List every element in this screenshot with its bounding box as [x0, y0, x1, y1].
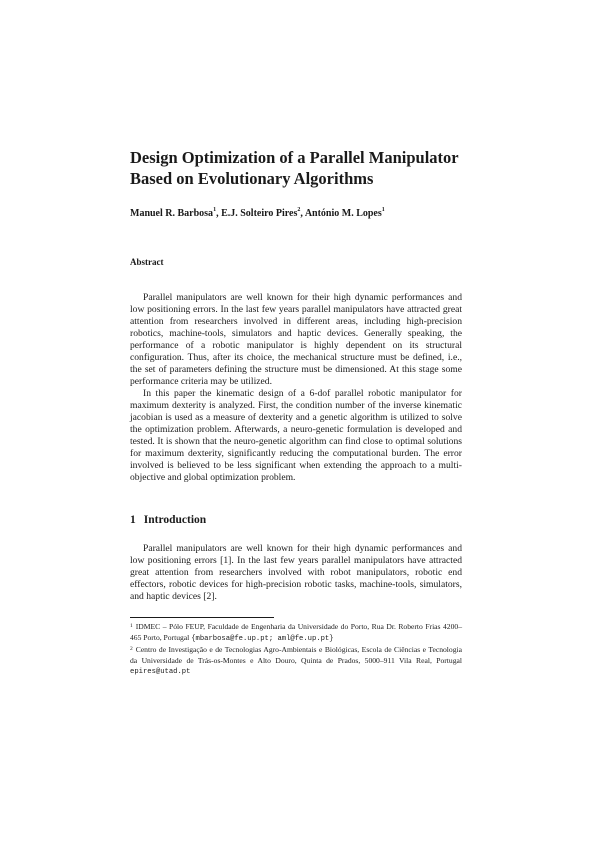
- footnote-text: IDMEC – Pólo FEUP, Faculdade de Engenharia da Universidade do Porto, Rua Dr. Roberto Frias 4200–465 Porto, Portugal: [130, 622, 462, 642]
- footnote-email: {mbarbosa@fe.up.pt; aml@fe.up.pt}: [191, 634, 334, 643]
- footnote-1: [130, 622, 462, 644]
- section-heading-introduction: [130, 514, 206, 526]
- abstract-paragraph-1: Parallel manipulators are well known for their high dynamic performances and low positioning errors. In the last few years parallel manipulators have attracted great attention from researchers involved in different areas, including high-precision robotics, machine-tools, simulators and haptic devices. Generally speaking, the performance of a robotic manipulator is highly dependent on its structural configuration. Thus, after its choice, the mechanical structure must be defined, i.e., the set of parameters defining the structure must be dimensioned. At this stage some performance criteria may be utilized.: [130, 292, 462, 387]
- paper-title: [130, 147, 470, 189]
- footnote-mark: 1: [130, 623, 133, 629]
- title-line-2: Based on Evolutionary Algorithms: [130, 169, 374, 188]
- abstract-heading: Abstract: [130, 257, 164, 267]
- footnote-email: epires@utad.pt: [130, 668, 191, 676]
- footnote-text: Centro de Investigação e de Tecnologias Agro-Ambientais e Biológicas, Escola de Ciências e Tecnologia da Universidade de Trás-os-Montes e Alto Douro, Quinta de Prados, 5000–911 Vila Real, Portugal: [130, 645, 462, 665]
- author-name: António M. Lopes: [304, 208, 382, 219]
- author-separator: ,: [216, 208, 222, 219]
- title-line-1: Design Optimization of a Parallel Manipulator: [130, 148, 459, 167]
- author-name: Manuel R. Barbosa: [130, 208, 214, 219]
- author-affiliation-mark: 1: [213, 207, 217, 213]
- introduction-paragraph-1: Parallel manipulators are well known for their high dynamic performances and low positioning errors [1]. In the last few years parallel manipulators have attracted great attention from researchers involved with robot manipulators, robotic end effectors, robotic devices for high-precision robotic tasks, machine-tools, simulators, and haptic devices [2].: [130, 543, 462, 602]
- author-affiliation-mark: 1: [381, 207, 385, 213]
- author-name: E.J. Solteiro Pires: [221, 208, 298, 219]
- author-affiliation-mark: 2: [297, 207, 301, 213]
- abstract-paragraph-2: In this paper the kinematic design of a 6-dof parallel robotic manipulator for maximum dexterity is analyzed. First, the condition number of the inverse kinematic jacobian is used as a measure of dexterity and a genetic algorithm is utilized to solve the optimization problem. Afterwards, a neuro-genetic formulation is developed and tested. It is shown that the neuro-genetic algorithm can find close to optimal solutions for maximum dexterity, significantly reducing the computational burden. The error involved is believed to be less significant when extending the approach to a multi-objective and global optimization problem.: [130, 388, 462, 483]
- author-separator: ,: [300, 208, 305, 219]
- footnote-2: [130, 645, 462, 678]
- author-list: [130, 208, 385, 219]
- footnote-mark: 2: [130, 646, 133, 652]
- section-title: Introduction: [143, 514, 207, 526]
- footnote-divider: [130, 617, 274, 618]
- section-number: 1: [130, 514, 136, 526]
